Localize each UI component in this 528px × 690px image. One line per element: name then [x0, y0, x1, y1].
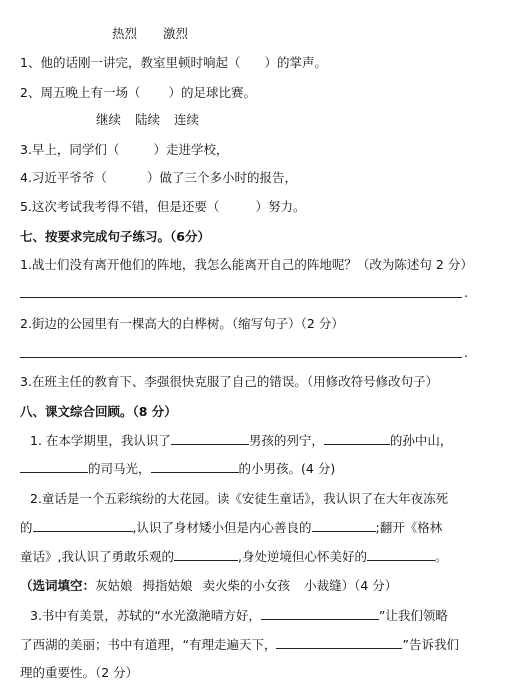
word-option: 小裁缝	[304, 578, 342, 593]
s8-question-2-line-3: 童话》,我认识了勇敢乐观的 ,身处逆境但心怀美好的 。	[20, 549, 448, 564]
blank[interactable]	[261, 607, 379, 620]
section-7-heading: 七、按要求完成句子练习。（6分）	[20, 229, 210, 244]
s8-question-3-line-2: 了西湖的美丽；书中有道理，“有理走遍天下， ”告诉我们	[20, 637, 459, 652]
s7-question-1: 1.战士们没有离开他们的阵地，我怎么能离开自己的阵地呢？（改为陈述句 2 分）	[20, 257, 473, 272]
word-choices: （选词填空：灰姑娘 拇指姑娘 卖火柴的小女孩 小裁缝）（4 分）	[20, 578, 398, 593]
blank[interactable]	[151, 460, 239, 473]
s8-question-2-line-2: 的 ,认识了身材矮小但是内心善良的 ;翻开《格林	[20, 520, 443, 535]
section-8-heading: 八、课文综合回顾。（8 分）	[20, 404, 177, 419]
question-4: 4.习近平爷爷（ ）做了三个多小时的报告，	[20, 170, 297, 185]
blank[interactable]	[33, 519, 133, 532]
answer-line[interactable]	[20, 357, 462, 358]
word-option: 灰姑娘	[95, 578, 133, 593]
s8-question-1-line-1: 1. 在本学期里，我认识了 男孩的列宁， 的孙中山，	[30, 433, 453, 448]
question-3: 3.早上，同学们（ ）走进学校，	[20, 142, 229, 157]
blank[interactable]	[171, 432, 249, 445]
word-option: 卖火柴的小女孩	[202, 578, 291, 593]
s7-question-2: 2.街边的公园里有一棵高大的白桦树。（缩写句子）（2 分）	[20, 316, 344, 331]
line-end-dot: .	[464, 345, 468, 360]
s8-question-3-line-1: 3.书中有美景，苏轼的“水光潋滟晴方好， ”让我们领略	[30, 608, 448, 623]
s8-question-3-line-3: 理的重要性。（2 分）	[20, 665, 139, 680]
word-bank-1	[112, 26, 188, 42]
word-option: 继续	[96, 112, 122, 127]
word-option: 拇指姑娘	[142, 578, 193, 593]
blank[interactable]	[276, 636, 402, 649]
word-option: 连续	[174, 112, 200, 127]
question-2: 2、周五晚上有一场（ ）的足球比赛。	[20, 85, 256, 100]
word-option: 热烈	[112, 26, 138, 41]
blank[interactable]	[20, 460, 88, 473]
question-5: 5.这次考试我考得不错，但是还要（ ）努力。	[20, 199, 306, 214]
word-bank-2	[96, 112, 199, 128]
s8-question-1-line-2: 的司马光， 的小男孩。(4 分)	[20, 460, 335, 477]
s8-question-2-line-1: 2.童话是一个五彩缤纷的大花园。读《安徒生童话》，我认识了在大年夜冻死	[30, 491, 449, 506]
blank[interactable]	[312, 519, 376, 532]
line-end-dot: .	[464, 285, 468, 300]
s7-question-3: 3.在班主任的教育下、李强很快克服了自己的错误。（用修改符号修改句子）	[20, 374, 439, 389]
word-option: 激烈	[163, 26, 189, 41]
answer-line[interactable]	[20, 297, 462, 298]
blank[interactable]	[367, 548, 435, 561]
word-option: 陆续	[135, 112, 161, 127]
blank[interactable]	[174, 548, 238, 561]
blank[interactable]	[324, 432, 390, 445]
question-1: 1、他的话刚一讲完，教室里顿时响起（ ）的掌声。	[20, 55, 327, 70]
